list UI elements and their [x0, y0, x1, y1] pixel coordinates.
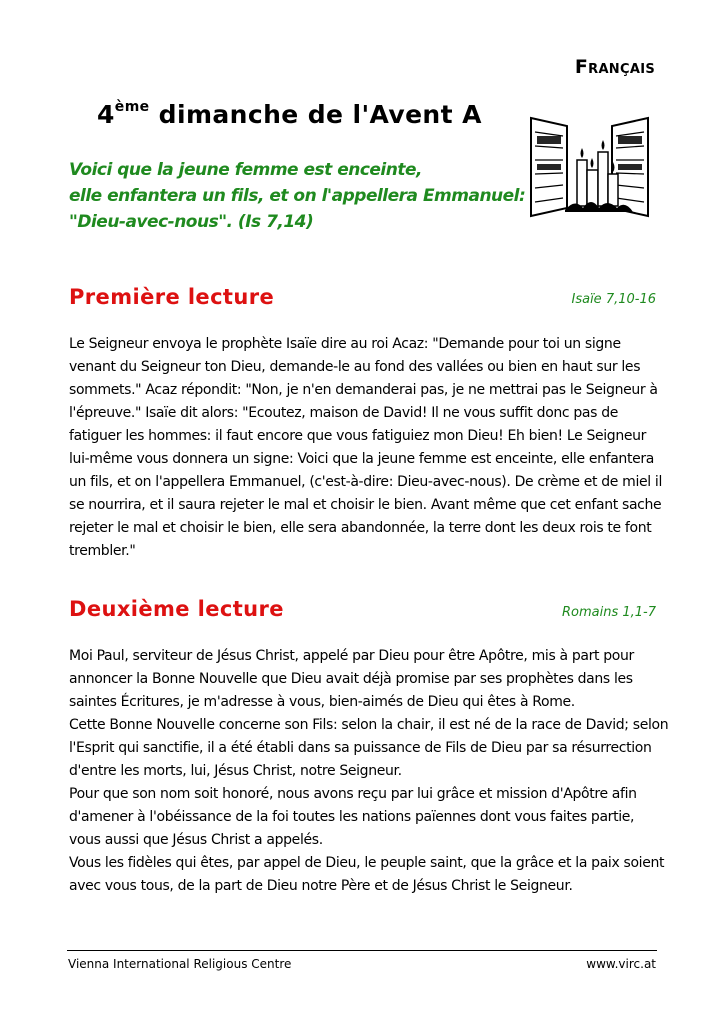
second-reading-reference: Romains 1,1-7: [561, 605, 656, 620]
title-rest: dimanche de l'Avent A: [149, 100, 482, 129]
footer-organization: Vienna International Religious Centre: [68, 957, 292, 971]
first-reading-heading: Première lecture: [69, 285, 275, 309]
first-reading-text: [69, 333, 669, 563]
second-reading-heading: Deuxième lecture: [69, 597, 284, 621]
advent-candles-icon: [527, 112, 652, 222]
first-reading-reference: Isaïe 7,10-16: [571, 292, 656, 307]
quote-line: elle enfantera un fils, et on l'appellera Emmanuel:: [69, 186, 526, 206]
quote: [69, 157, 526, 235]
paragraph: Le Seigneur envoya le prophète Isaïe dire au roi Acaz: "Demande pour toi un signe venant du Seigneur ton Dieu, demande-le au fond des vallées ou bien en haut sur les sommets." Acaz répondit: "Non, je n'en demanderai pas, je ne mettrai pas le Seigneur à l'épreuve." Isaïe dit alors: "Ecoutez, maison de David! Il ne vous suffit donc pas de fatiguer les hommes: il faut encore que vous fatiguiez mon Dieu! Eh bien! Le Seigneur lui-même vous donnera un signe: Voici que la jeune femme est enceinte, elle enfantera un fils, et on l'appellera Emmanuel, (c'est-à-dire: Dieu-avec-nous). De crème et de miel il se nourrira, et il saura rejeter le mal et choisir le bien. Avant même que cet enfant sache rejeter le mal et choisir le bien, elle sera abandonnée, la terre dont les deux rois te font trembler.": [69, 336, 662, 559]
language-label: Français: [574, 56, 655, 78]
title-superscript: ème: [114, 98, 150, 115]
second-reading-text: [69, 645, 669, 898]
paragraph: Cette Bonne Nouvelle concerne son Fils: selon la chair, il est né de la race de David; selon l'Esprit qui sanctifie, il a été établi dans sa puissance de Fils de Dieu par sa résurrection d'entre les morts, lui, Jésus Christ, notre Seigneur.: [69, 717, 669, 779]
paragraph: Vous les fidèles qui êtes, par appel de Dieu, le peuple saint, que la grâce et la paix soient avec vous tous, de la part de Dieu notre Père et de Jésus Christ le Seigneur.: [69, 855, 665, 894]
title-number: 4: [97, 100, 115, 129]
footer-website[interactable]: www.virc.at: [586, 957, 656, 971]
paragraph: Pour que son nom soit honoré, nous avons reçu par lui grâce et mission d'Apôtre afin d'amener à l'obéissance de la foi toutes les nations païennes dont vous faites partie, vous aussi que Jésus Christ a appelés.: [69, 786, 637, 848]
page-title: [97, 100, 482, 129]
quote-line: "Dieu-avec-nous". (Is 7,14): [69, 212, 314, 232]
quote-line: Voici que la jeune femme est enceinte,: [69, 160, 422, 180]
footer-divider: [67, 950, 657, 951]
paragraph: Moi Paul, serviteur de Jésus Christ, appelé par Dieu pour être Apôtre, mis à part pour annoncer la Bonne Nouvelle que Dieu avait déjà promise par ses prophètes dans les saintes Écritures, je m'adresse à vous, bien-aimés de Dieu qui êtes à Rome.: [69, 648, 634, 710]
